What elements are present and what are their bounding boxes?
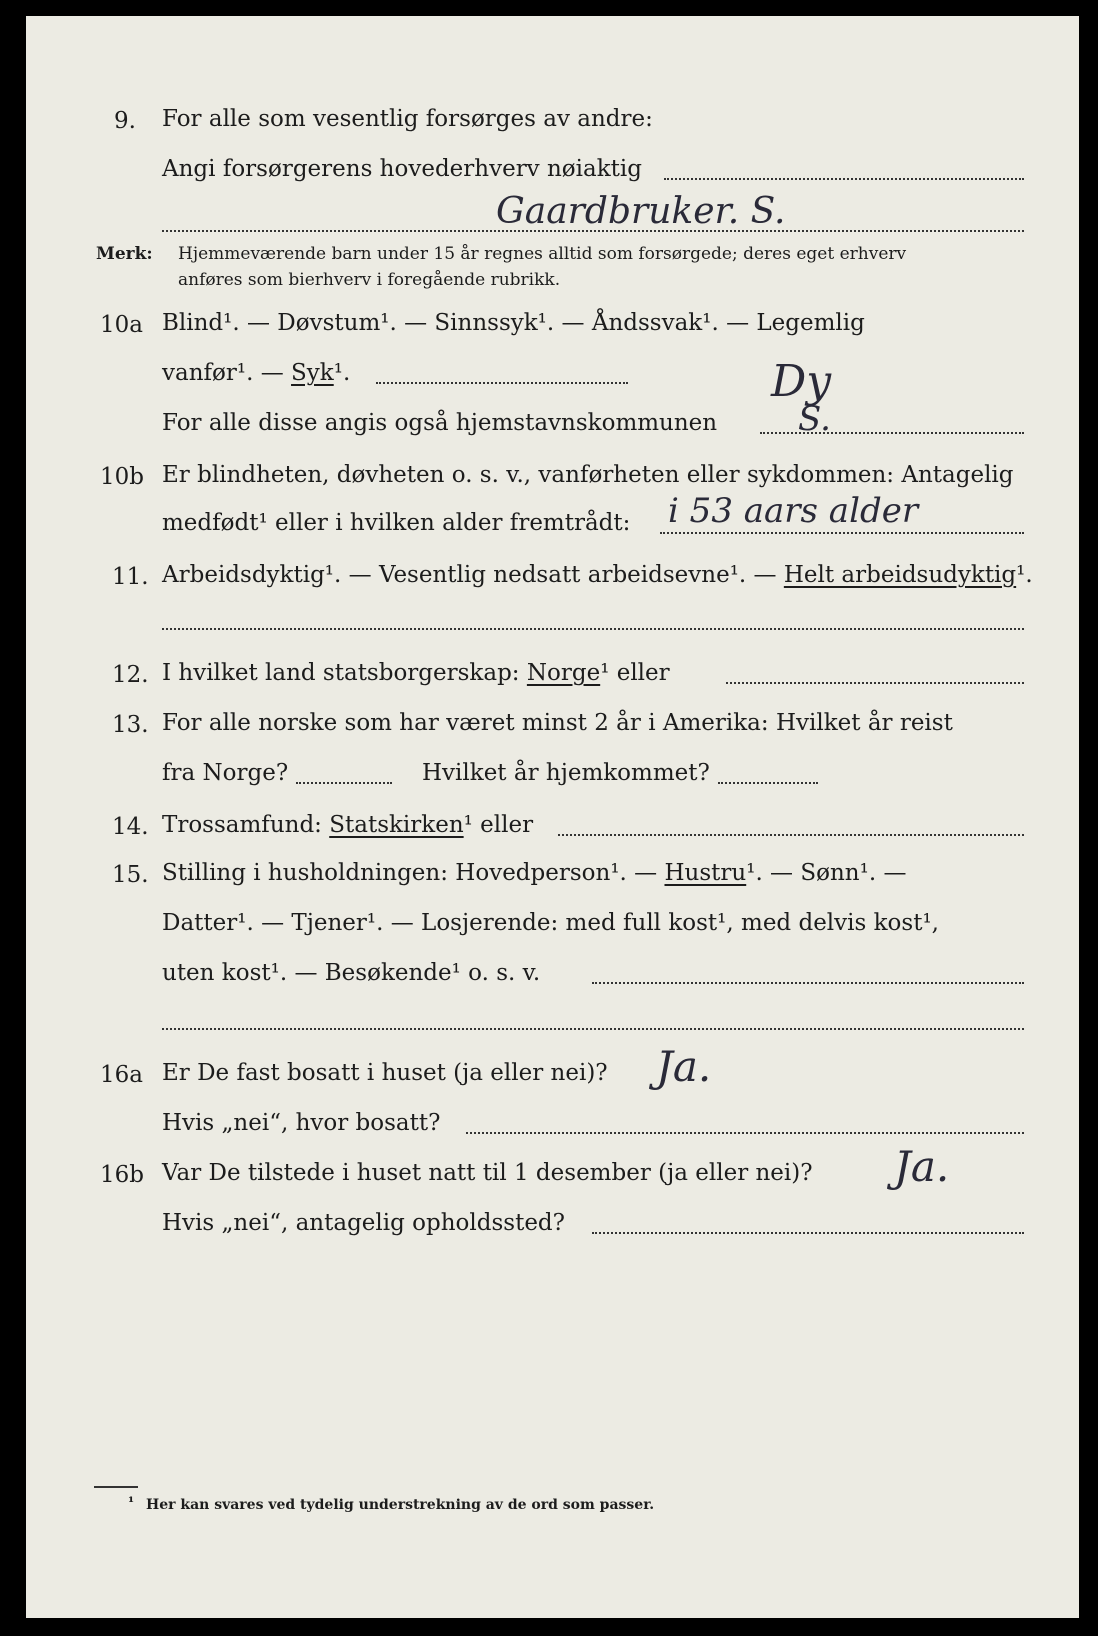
merk-line2: anføres som bierhverv i foregående rubrikk.: [178, 270, 561, 290]
q11-number: 11.: [112, 564, 149, 590]
q16b-line2: Hvis „nei“, antagelig opholdssted?: [162, 1210, 565, 1236]
q10a-number: 10a: [100, 312, 143, 338]
q14-blank: [558, 834, 1024, 836]
q13-blank-a: [296, 782, 392, 784]
q9-answer-line: [162, 230, 1024, 232]
footnote-marker: ¹: [128, 1495, 135, 1511]
q10a-answer2-handwriting: S.: [798, 399, 831, 439]
merk-label: Merk:: [96, 244, 153, 264]
q10b-answer-handwriting: i 53 aars alder: [668, 491, 919, 531]
q12-text: I hvilket land statsborgerskap:: [162, 660, 527, 686]
q10a-line2-pre: vanfør¹. —: [162, 360, 292, 386]
q13-line2b: Hvilket år hjemkommet?: [422, 760, 710, 786]
q16a-number: 16a: [100, 1062, 143, 1088]
q15-line1-pre: Stilling i husholdningen: Hovedperson¹. —: [162, 860, 665, 886]
q16b-number: 16b: [100, 1162, 144, 1188]
q10a-line2: [162, 362, 350, 385]
q10b-answer-line: [660, 532, 1024, 534]
q10a-answer1-handwriting: Dy: [771, 356, 832, 407]
q9-line2: Angi forsørgerens hovederhverv nøiaktig: [162, 156, 642, 182]
q10a-line3: For alle disse angis også hjemstavnskommunen: [162, 410, 718, 436]
q10a-syk-underlined: Syk: [291, 360, 334, 386]
q14-post: ¹ eller: [463, 812, 534, 838]
q13-line2a: fra Norge?: [162, 760, 289, 786]
q16a-line2-blank: [466, 1132, 1024, 1134]
q9-number: 9.: [114, 108, 136, 134]
q11-line: [162, 564, 1033, 587]
q10a-line2-post: ¹.: [333, 360, 351, 386]
q16a-answer-handwriting: Ja.: [656, 1042, 712, 1091]
merk-line1: Hjemmeværende barn under 15 år regnes alltid som forsørgede; deres eget erhverv: [178, 244, 907, 264]
q9-line1: For alle som vesentlig forsørges av andre:: [162, 106, 653, 132]
q14-number: 14.: [112, 814, 149, 840]
q11-post: ¹.: [1016, 562, 1033, 588]
q16b-line1: Var De tilstede i huset natt til 1 desember (ja eller nei)?: [162, 1160, 813, 1186]
q13-number: 13.: [112, 712, 149, 738]
q11-text: Arbeidsdyktig¹. — Vesentlig nedsatt arbeidsevne¹. —: [162, 562, 784, 588]
q16a-line2: Hvis „nei“, hvor bosatt?: [162, 1110, 441, 1136]
q15-extra-line: [162, 1028, 1024, 1030]
footnote-text: Her kan svares ved tydelig understrekning av de ord som passer.: [146, 1497, 655, 1513]
q10a-syk-blank: [376, 382, 628, 384]
q15-line3: uten kost¹. — Besøkende¹ o. s. v.: [162, 960, 541, 986]
q14-text: Trossamfund:: [162, 812, 330, 838]
q10b-line1: Er blindheten, døvheten o. s. v., vanførheten eller sykdommen: Antagelig: [162, 462, 1014, 488]
q12-line: [162, 662, 670, 685]
q10b-line2: medfødt¹ eller i hvilken alder fremtrådt:: [162, 510, 631, 536]
q12-post: ¹ eller: [600, 660, 670, 686]
q12-number: 12.: [112, 662, 149, 688]
q14-line: [162, 814, 533, 837]
q12-blank: [726, 682, 1024, 684]
q15-line2: Datter¹. — Tjener¹. — Losjerende: med full kost¹, med delvis kost¹,: [162, 910, 939, 936]
q15-line1: [162, 862, 906, 885]
q12-underlined: Norge: [526, 660, 601, 686]
q15-line3-blank: [592, 982, 1024, 984]
q13-blank-b: [718, 782, 818, 784]
q15-line1-post: ¹. — Sønn¹. —: [746, 860, 907, 886]
q14-underlined: Statskirken: [329, 812, 464, 838]
footnote-rule: [94, 1486, 138, 1488]
q16b-answer-handwriting: Ja.: [894, 1142, 950, 1191]
q16a-line1: Er De fast bosatt i huset (ja eller nei)?: [162, 1060, 608, 1086]
census-form-page: [26, 16, 1079, 1618]
q15-underlined: Hustru: [664, 860, 747, 886]
q11-blank-line: [162, 628, 1024, 630]
q15-number: 15.: [112, 862, 149, 888]
q16b-line2-blank: [592, 1232, 1024, 1234]
q10a-line1: Blind¹. — Døvstum¹. — Sinnssyk¹. — Åndssvak¹. — Legemlig: [162, 310, 865, 336]
q10b-number: 10b: [100, 464, 144, 490]
q9-line2-blank: [664, 178, 1024, 180]
q9-answer-handwriting: Gaardbruker. S.: [496, 191, 786, 232]
q13-line1: For alle norske som har været minst 2 år i Amerika: Hvilket år reist: [162, 710, 953, 736]
q11-underlined: Helt arbeidsudyktig: [783, 562, 1017, 588]
